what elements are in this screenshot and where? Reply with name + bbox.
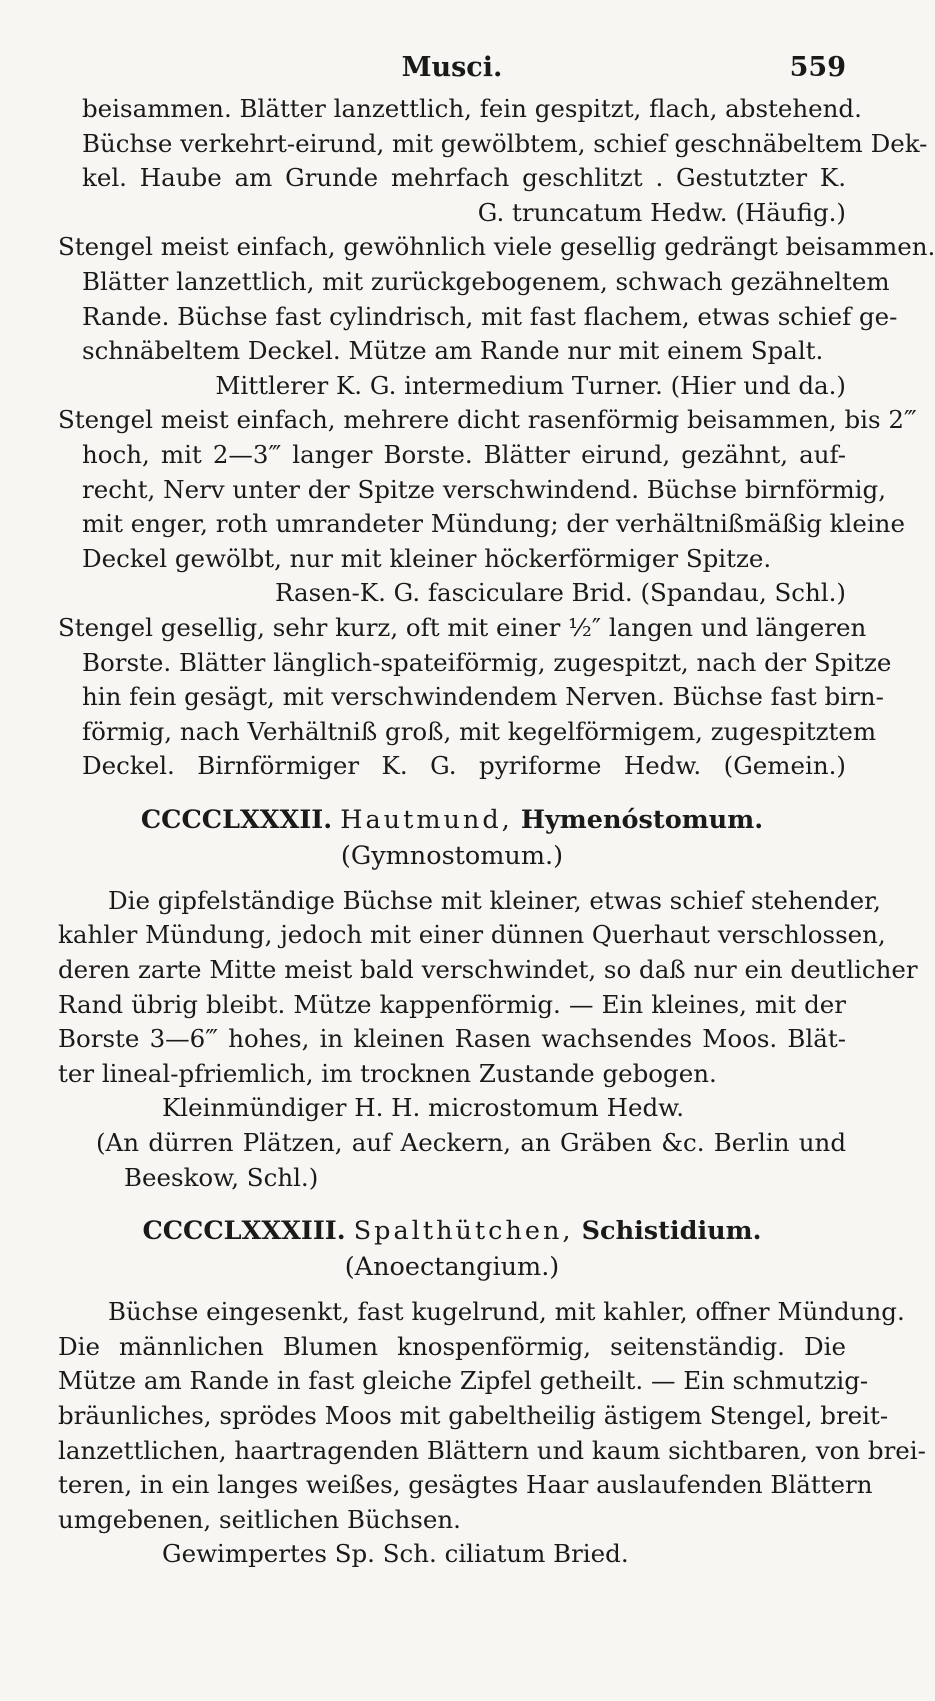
genus-synonym: (Anoectangium.) [344, 1252, 560, 1283]
locality: (An dürren Plätzen, auf Aeckern, an Gräben &c. Berlin und [96, 1128, 846, 1158]
text-line: Borste 3—6‴ hohes, in kleinen Rasen wachsendes Moos. Blät- [58, 1024, 846, 1054]
genus-description-hymenostomum [58, 884, 918, 1195]
text-line: schnäbeltem Deckel. Mütze am Rande nur mit einem Spalt. [82, 336, 824, 366]
genus-german-name: Hautmund, [340, 804, 513, 835]
entry-fasciculare [58, 403, 917, 611]
text-line: Die männlichen Blumen knospenförmig, seitenständig. Die [58, 1331, 846, 1361]
text-line: Stengel meist einfach, mehrere dicht rasenförmig beisammen, bis 2‴ [58, 405, 917, 435]
text-line: deren zarte Mitte meist bald verschwindet, so daß nur ein deutlicher [58, 955, 918, 985]
text-line: umgebenen, seitlichen Büchsen. [58, 1504, 461, 1534]
text-line: kahler Mündung, jedoch mit einer dünnen Querhaut verschlossen, [58, 920, 886, 950]
text-line: Borste. Blätter länglich-spateiförmig, zugespitzt, nach der Spitze [82, 647, 892, 677]
text-line: lanzettlichen, haartragenden Blättern und kaum sichtbaren, von brei- [58, 1435, 926, 1465]
genus-title [58, 1213, 846, 1249]
text-line: Die gipfelständige Büchse mit kleiner, etwas schief stehender, [108, 885, 881, 915]
genus-title [58, 802, 846, 838]
text-line: teren, in ein langes weißes, gesägtes Haar auslaufenden Blättern [58, 1470, 873, 1500]
entry-truncatum [58, 92, 928, 230]
genus-number: CCCCLXXXIII. [142, 1216, 346, 1247]
text-line: Büchse eingesenkt, fast kugelrund, mit kahler, offner Mündung. [108, 1297, 905, 1327]
text-line: recht, Nerv unter der Spitze verschwindend. Büchse birnförmig, [82, 474, 886, 504]
page-number: 559 [789, 52, 846, 83]
text-line: Deckel gewölbt, nur mit kleiner höckerförmiger Spitze. [82, 543, 772, 573]
text-line: ter lineal-pfriemlich, im trocknen Zustande gebogen. [58, 1058, 717, 1088]
species-name: Gewimpertes Sp. Sch. ciliatum Bried. [162, 1539, 629, 1569]
text-line: bräunliches, sprödes Moos mit gabeltheilig ästigem Stengel, breit- [58, 1401, 889, 1430]
running-head: Musci. [401, 52, 503, 83]
text-line: Mütze am Rande in fast gleiche Zipfel getheilt. — Ein schmutzig- [58, 1366, 869, 1396]
entry-pyriforme [58, 611, 892, 784]
text-line: Stengel meist einfach, gewöhnlich viele gesellig gedrängt beisammen. [58, 232, 935, 262]
text-line: Rande. Büchse fast cylindrisch, mit fast flachem, etwas schief ge- [82, 301, 898, 331]
page-header [58, 52, 846, 92]
text-line: Blätter lanzettlich, mit zurückgebogenem, schwach gezähneltem [82, 266, 890, 296]
genus-german-name: Spalthütchen, [353, 1216, 574, 1247]
genus-latin-name: Hymenóstomum. [520, 804, 764, 835]
text-line: hoch, mit 2—3‴ langer Borste. Blätter eirund, gezähnt, auf- [82, 439, 846, 469]
genus-number: CCCCLXXXII. [140, 804, 333, 835]
text-line: Deckel. Birnförmiger K. G. pyriforme Hedw. (Gemein.) [82, 751, 846, 781]
species-name: Rasen-K. G. fasciculare Brid. (Spandau, Schl.) [275, 578, 846, 608]
species-name: G. truncatum Hedw. (Häufig.) [477, 197, 846, 227]
species-name: Kleinmündiger H. H. microstomum Hedw. [162, 1093, 684, 1123]
text-line: hin fein gesägt, mit verschwindendem Nerven. Büchse fast birn- [82, 682, 884, 712]
genus-synonym: (Gymnostomum.) [340, 840, 564, 871]
text-line: beisammen. Blätter lanzettlich, fein gespitzt, flach, abstehend. [82, 94, 862, 123]
genus-description-schistidium [58, 1295, 926, 1572]
species-name: Mittlerer K. G. intermedium Turner. (Hier und da.) [215, 370, 846, 400]
genus-latin-name: Schistidium. [581, 1216, 762, 1247]
text-line: Stengel gesellig, sehr kurz, oft mit einer ½″ langen und längeren [58, 612, 867, 642]
text-line: Rand übrig bleibt. Mütze kappenförmig. — Ein kleines, mit der [58, 989, 846, 1019]
text-line: mit enger, roth umrandeter Mündung; der verhältnißmäßig kleine [82, 509, 905, 539]
genus-heading-hymenostomum [58, 802, 846, 874]
text-line: kel. Haube am Grunde mehrfach geschlitzt . Gestutzter K. [82, 163, 846, 193]
text-line: Büchse verkehrt-eirund, mit gewölbtem, schief geschnäbeltem Dek- [82, 128, 928, 158]
entry-intermedium [58, 230, 935, 403]
genus-heading-schistidium [58, 1213, 846, 1285]
text-line: förmig, nach Verhältniß groß, mit kegelförmigem, zugespitztem [82, 716, 877, 746]
locality: Beeskow, Schl.) [124, 1162, 319, 1192]
